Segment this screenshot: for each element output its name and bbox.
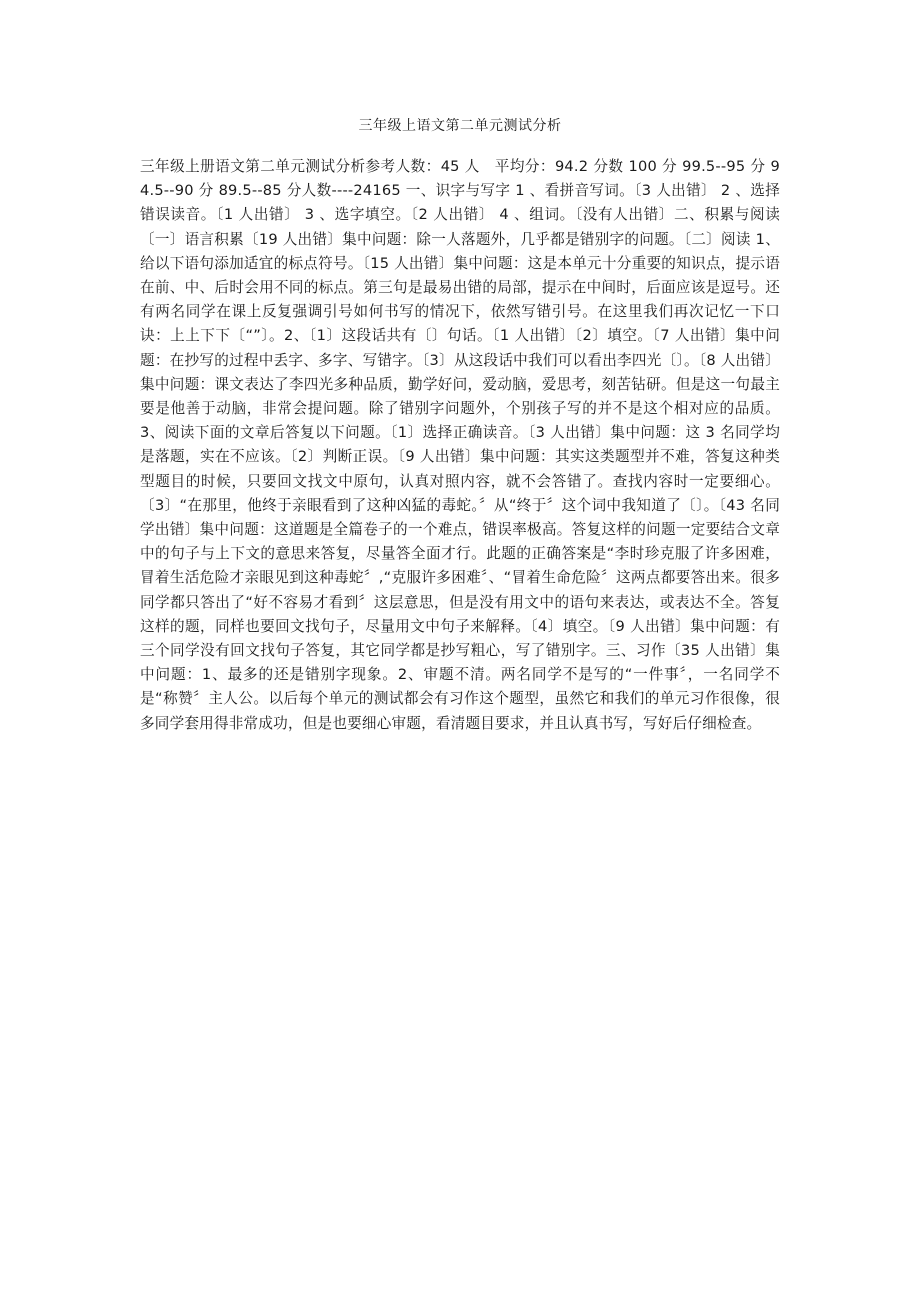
document-title: 三年级上语文第二单元测试分析: [358, 118, 562, 134]
document-body-paragraph: 三年级上册语文第二单元测试分析参考人数：45 人 平均分：94.2 分数 100 分 99.5--95 分 94.5--90 分 89.5--85 分人数----24165 一、识字与写字 1 、看拼音写词。〔3 人出错〕 2 、选择错误读音。〔1 人出错〕 3 、选字填空。〔2 人出错〕 4 、组词。〔没有人出错〕二、积累与阅读〔一〕语言积累〔19 人出错〕集中问题：除一人落题外，几乎都是错别字的问题。〔二〕阅读 1、给以下语句添加适宜的标点符号。〔15 人出错〕集中问题：这是本单元十分重要的知识点，提示语在前、中、后时会用不同的标点。第三句是最易出错的局部，提示在中间时，后面应该是逗号。还有两名同学在课上反复强调引号如何书写的情况下，依然写错引号。在这里我们再次记忆一下口诀：上上下下〔“”〕。2、〔1〕这段话共有〔〕句话。〔1 人出错〕〔2〕填空。〔7 人出错〕集中问题：在抄写的过程中丢字、多字、写错字。〔3〕从这段话中我们可以看出李四光〔〕。〔8 人出错〕集中问题：课文表达了李四光多种品质，勤学好问，爱动脑，爱思考，刻苦钻研。但是这一句最主要是他善于动脑，非常会提问题。除了错别字问题外，个别孩子写的并不是这个相对应的品质。3、阅读下面的文章后答复以下问题。〔1〕选择正确读音。〔3 人出错〕集中问题：这 3 名同学均是落题，实在不应该。〔2〕判断正误。〔9 人出错〕集中问题：其实这类题型并不难，答复这种类型题目的时候，只要回文找文中原句，认真对照内容，就不会答错了。查找内容时一定要细心。〔3〕“在那里，他终于亲眼看到了这种凶猛的毒蛇。〞从“终于〞这个词中我知道了〔〕。〔43 名同学出错〕集中问题：这道题是全篇卷子的一个难点，错误率极高。答复这样的问题一定要结合文章中的句子与上下文的意思来答复，尽量答全面才行。此题的正确答案是“李时珍克服了许多困难，冒着生活危险才亲眼见到这种毒蛇〞,“克服许多困难〞、“冒着生命危险〞这两点都要答出来。很多同学都只答出了“好不容易才看到〞这层意思，但是没有用文中的语句来表达，或表达不全。答复这样的题，同样也要回文找句子，尽量用文中句子来解释。〔4〕填空。〔9 人出错〕集中问题：有三个同学没有回文找句子答复，其它同学都是抄写粗心，写了错别字。三、习作〔35 人出错〕集中问题：1、最多的还是错别字现象。2、审题不清。两名同学不是写的“一件事〞，一名同学不是“称赞〞主人公。以后每个单元的测试都会有习作这个题型，虽然它和我们的单元习作很像，很多同学套用得非常成功，但是也要细心审题，看清题目要求，并且认真书写，写好后仔细检查。: [140, 158, 780, 732]
